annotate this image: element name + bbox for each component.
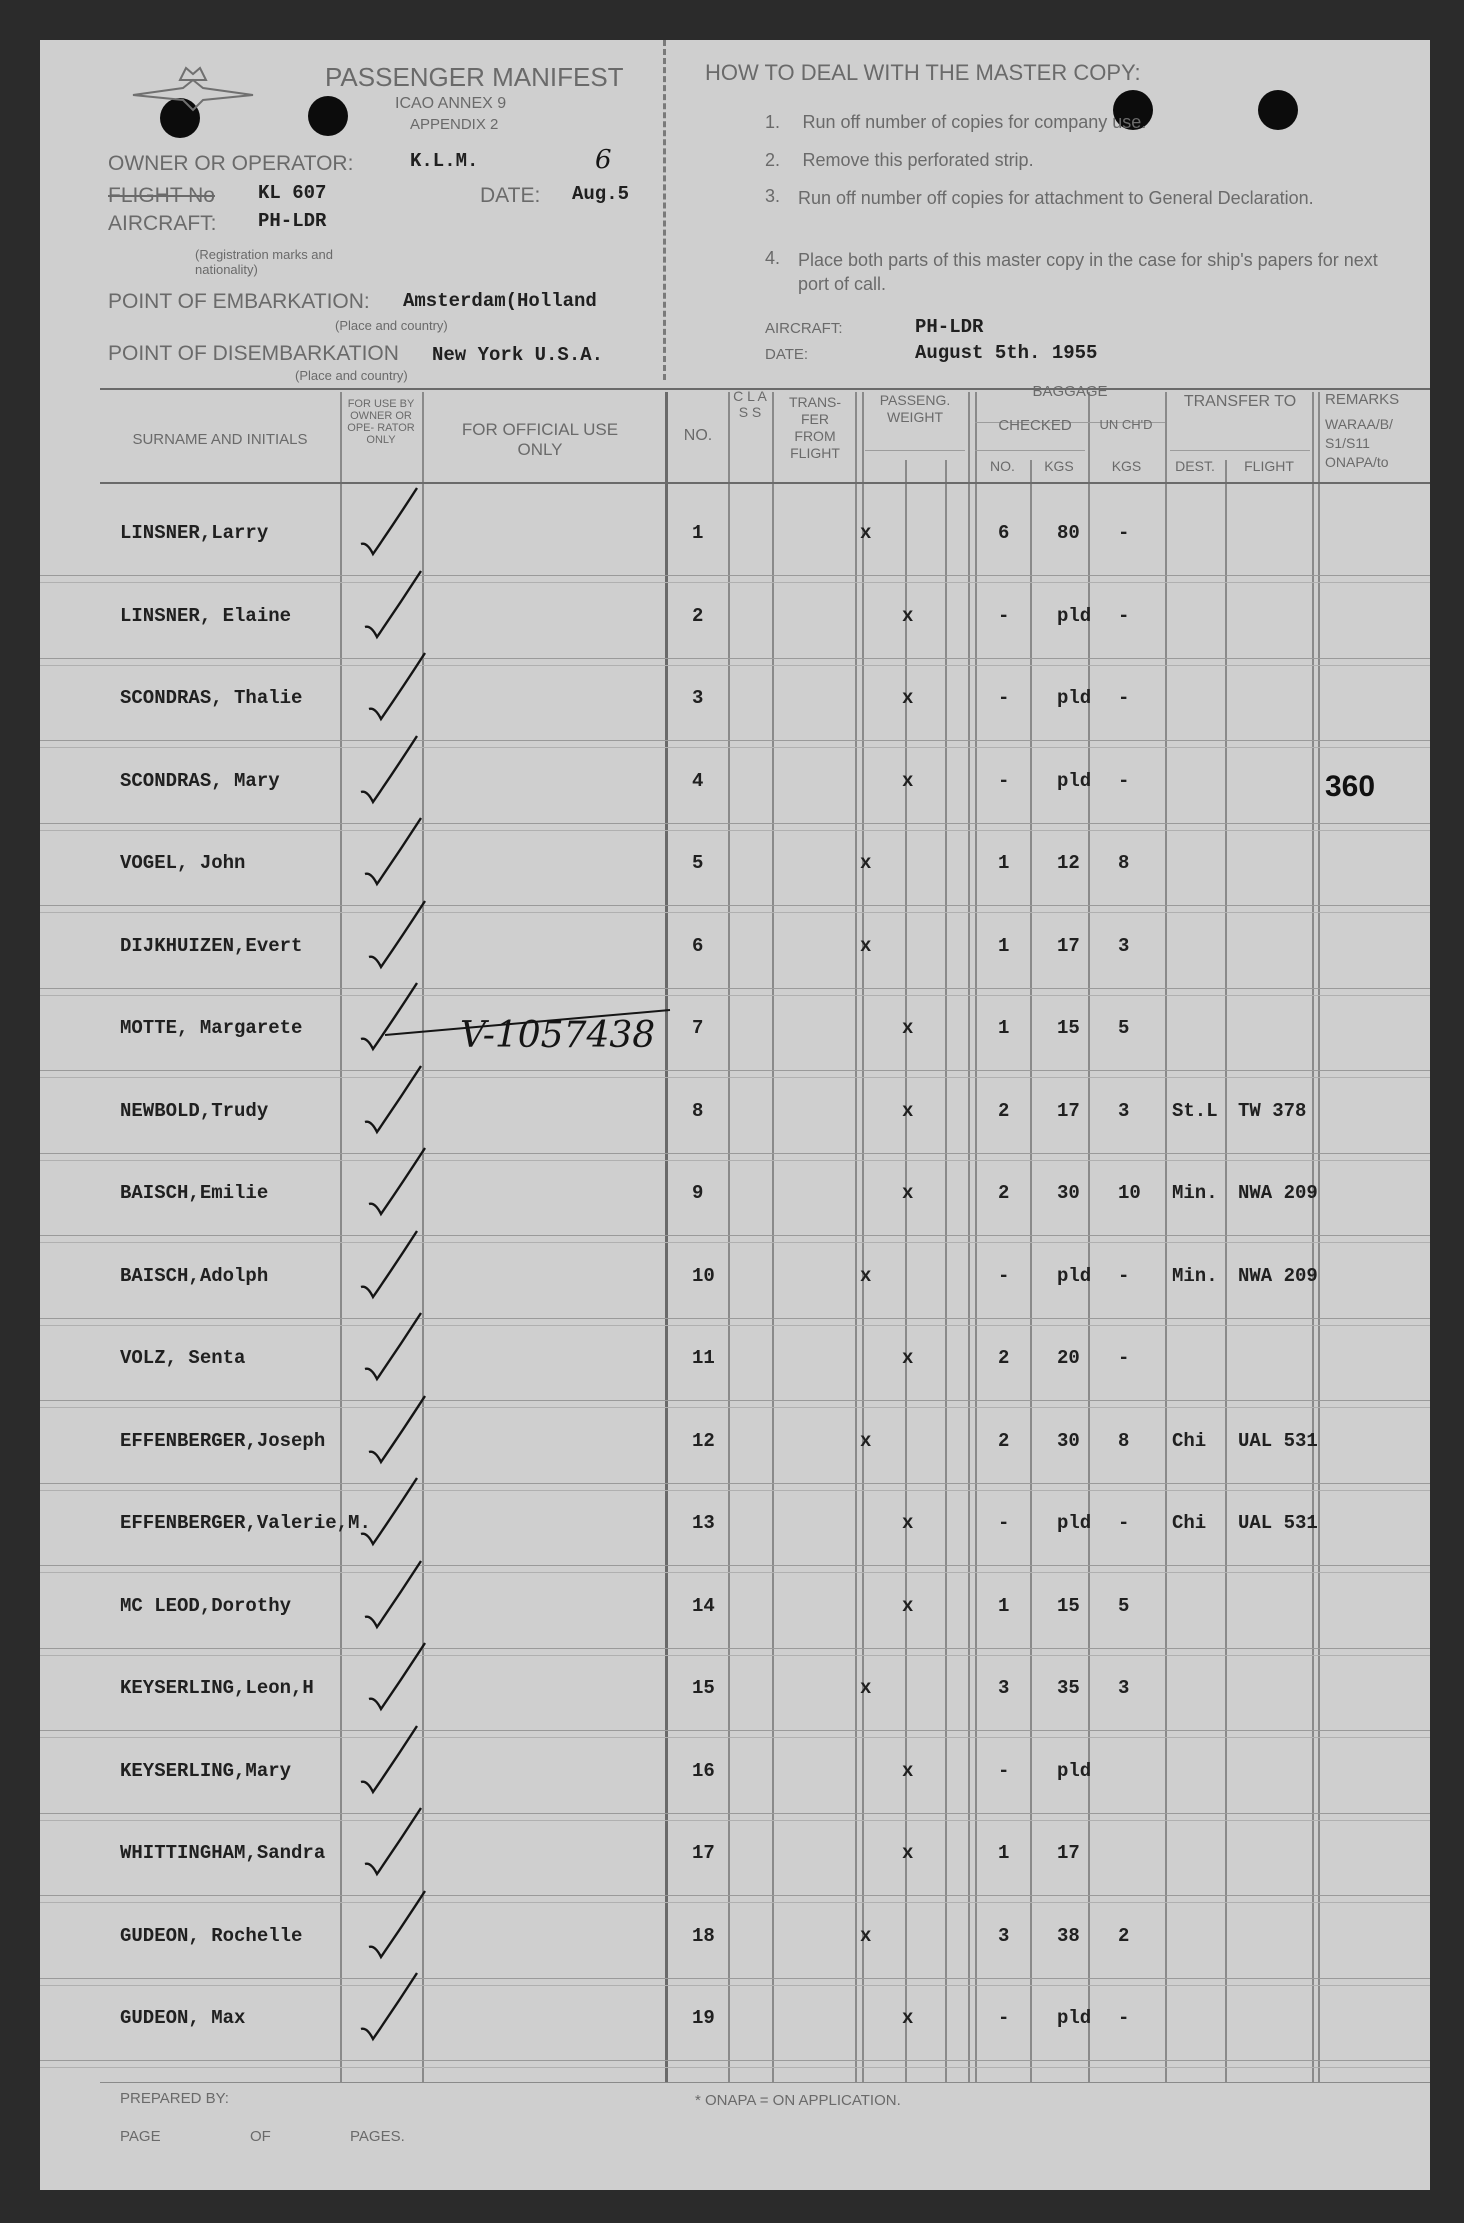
passenger-row: [40, 1400, 1430, 1484]
passenger-row: [40, 492, 1430, 576]
passenger-number: 13: [692, 1512, 715, 1534]
weight-class-mark: x: [860, 522, 872, 544]
weight-class-mark: x: [860, 852, 872, 874]
check-mark: [363, 1390, 433, 1474]
passenger-row: [40, 1482, 1430, 1566]
header-subrule: [975, 450, 1085, 451]
passenger-name: EFFENBERGER,Valerie,M.: [120, 1512, 371, 1534]
unchecked-kgs: 8: [1118, 1429, 1130, 1452]
baggage-kgs: 35: [1057, 1677, 1080, 1699]
instruction-text: Run off number off copies for attachment to General Declaration.: [798, 188, 1314, 208]
check-mark: [355, 1472, 425, 1556]
check-mark: [359, 1555, 429, 1639]
col-header-remarks: REMARKS: [1325, 391, 1400, 408]
baggage-kgs: 15: [1057, 1594, 1080, 1617]
baggage-count: 1: [998, 1017, 1010, 1039]
col-header-kgs-unchecked: KGS: [1111, 458, 1142, 474]
weight-class-mark: x: [902, 1842, 914, 1864]
disembark-note: (Place and country): [295, 368, 408, 383]
passenger-row: [40, 1812, 1430, 1896]
baggage-count: 3: [998, 1924, 1010, 1947]
form-title: PASSENGER MANIFEST: [325, 62, 624, 92]
weight-class-mark: x: [902, 1182, 914, 1204]
page-label: PAGE: [120, 2128, 161, 2145]
passenger-row: [40, 1977, 1430, 2061]
stamp-number: 360: [1325, 770, 1376, 803]
klm-crown-logo: [128, 60, 258, 120]
passenger-number: 4: [692, 769, 704, 792]
unchecked-kgs: 10: [1118, 1182, 1141, 1204]
weight-class-mark: x: [902, 1512, 914, 1534]
passenger-row: [40, 740, 1430, 824]
baggage-count: -: [998, 1512, 1010, 1534]
passenger-number: 19: [692, 2007, 715, 2029]
row-rule: [40, 2060, 1430, 2061]
weight-class-mark: x: [902, 1099, 914, 1122]
passenger-number: 18: [692, 1924, 715, 1947]
passenger-row: [40, 1647, 1430, 1731]
weight-class-mark: x: [860, 934, 872, 957]
owner-label: OWNER OR OPERATOR:: [108, 152, 354, 175]
handwritten-annotation: V-1057438: [460, 1015, 656, 1056]
instruction-text: Remove this perforated strip.: [802, 150, 1034, 170]
passenger-number: 3: [692, 687, 704, 709]
weight-class-mark: x: [902, 604, 914, 627]
passenger-row: [40, 905, 1430, 989]
passenger-number: 6: [692, 934, 704, 957]
baggage-count: 3: [998, 1677, 1010, 1699]
unchecked-kgs: -: [1118, 522, 1130, 544]
unchecked-kgs: -: [1118, 687, 1130, 709]
col-header-no: NO.: [683, 427, 713, 444]
baggage-count: 2: [998, 1099, 1010, 1122]
check-mark: [363, 1885, 433, 1969]
instr-aircraft-value: PH-LDR: [915, 316, 984, 338]
weight-class-mark: x: [902, 1017, 914, 1039]
baggage-kgs: 38: [1057, 1924, 1080, 1947]
baggage-count: -: [998, 769, 1010, 792]
col-header-bag-no: NO.: [990, 458, 1015, 474]
header-subrule: [865, 450, 965, 451]
baggage-kgs: 17: [1057, 1099, 1080, 1122]
baggage-kgs: pld: [1057, 1759, 1092, 1782]
baggage-kgs: 17: [1057, 1842, 1080, 1864]
transfer-destination: Chi: [1172, 1429, 1207, 1452]
passenger-number: 8: [692, 1099, 704, 1122]
baggage-count: -: [998, 687, 1010, 709]
instr-aircraft-label: AIRCRAFT:: [765, 320, 843, 337]
passenger-name: KEYSERLING,Mary: [120, 1759, 292, 1782]
unchecked-kgs: -: [1118, 1512, 1130, 1534]
passenger-number: 11: [692, 1347, 715, 1369]
check-mark: [363, 895, 433, 979]
weight-class-mark: x: [860, 1429, 872, 1452]
passenger-name: GUDEON, Rochelle: [120, 1924, 303, 1947]
manifest-sheet: [40, 40, 1430, 2190]
passenger-name: DIJKHUIZEN,Evert: [120, 934, 303, 957]
header-subrule: [1170, 450, 1310, 451]
baggage-kgs: 17: [1057, 934, 1080, 957]
passenger-row: [40, 822, 1430, 906]
col-header-kgs: KGS: [1044, 458, 1074, 474]
date-value: Aug.5: [572, 183, 630, 205]
col-header-class: C L A S S: [733, 388, 767, 420]
col-header-transfer-from: TRANS- FER FROM FLIGHT: [788, 394, 842, 461]
passenger-row: [40, 1317, 1430, 1401]
passenger-number: 1: [692, 522, 704, 544]
unchecked-kgs: 3: [1118, 1099, 1130, 1122]
baggage-kgs: pld: [1057, 1264, 1092, 1287]
instruction-item-2: [765, 150, 1034, 171]
punch-hole: [308, 96, 348, 136]
col-header-remarks-sub: WARAA/B/ S1/S11 ONAPA/to: [1325, 416, 1393, 470]
transfer-flight: UAL 531: [1238, 1512, 1318, 1534]
instruction-text: Run off number of copies for company use.: [802, 112, 1147, 132]
unchecked-kgs: 2: [1118, 1924, 1130, 1947]
baggage-kgs: 20: [1057, 1347, 1080, 1369]
baggage-count: 6: [998, 522, 1010, 544]
baggage-kgs: pld: [1057, 769, 1092, 792]
instruction-text: Place both parts of this master copy in the case for ship's papers for next port of call.: [798, 250, 1378, 294]
unchecked-kgs: 5: [1118, 1017, 1130, 1039]
baggage-kgs: 30: [1057, 1182, 1080, 1204]
weight-class-mark: x: [902, 2007, 914, 2029]
transfer-flight: TW 378: [1238, 1099, 1307, 1122]
pages-label: PAGES.: [350, 2128, 405, 2145]
passenger-name: SCONDRAS, Mary: [120, 769, 280, 792]
passenger-name: NEWBOLD,Trudy: [120, 1099, 269, 1122]
passenger-name: MC LEOD,Dorothy: [120, 1594, 292, 1617]
unchecked-kgs: -: [1118, 604, 1130, 627]
check-mark: [359, 1802, 429, 1886]
col-header-checked: CHECKED: [998, 417, 1072, 434]
passenger-row: [40, 575, 1430, 659]
weight-class-mark: x: [902, 769, 914, 792]
check-mark: [363, 1142, 433, 1226]
baggage-kgs: pld: [1057, 2007, 1092, 2029]
unchecked-kgs: 5: [1118, 1594, 1130, 1617]
passenger-name: SCONDRAS, Thalie: [120, 687, 303, 709]
weight-class-mark: x: [902, 1594, 914, 1617]
form-appendix: APPENDIX 2: [410, 116, 499, 133]
unchecked-kgs: -: [1118, 769, 1130, 792]
baggage-kgs: 15: [1057, 1017, 1080, 1039]
col-header-dest: DEST.: [1175, 458, 1215, 474]
check-mark: [355, 730, 425, 814]
instruction-item-3: [765, 186, 1378, 210]
disembark-value: New York U.S.A.: [432, 344, 604, 366]
flight-label: FLIGHT No: [108, 184, 215, 207]
weight-class-mark: x: [902, 687, 914, 709]
baggage-count: -: [998, 604, 1010, 627]
transfer-flight: NWA 209: [1238, 1182, 1318, 1204]
check-mark: [359, 1307, 429, 1391]
check-mark: [363, 1637, 433, 1721]
passenger-name: BAISCH,Emilie: [120, 1182, 269, 1204]
instruction-item-1: [765, 112, 1430, 133]
passenger-row: [40, 1152, 1430, 1236]
passenger-number: 7: [692, 1017, 704, 1039]
passenger-number: 5: [692, 852, 704, 874]
transfer-destination: Chi: [1172, 1512, 1207, 1534]
date-label: DATE:: [480, 184, 541, 207]
of-label: OF: [250, 2128, 271, 2145]
header-bottom-rule: [100, 482, 1430, 484]
instructions-title: HOW TO DEAL WITH THE MASTER COPY:: [705, 60, 1141, 85]
flight-value: KL 607: [258, 182, 327, 204]
form-annex: ICAO ANNEX 9: [395, 95, 507, 112]
baggage-count: 2: [998, 1429, 1010, 1452]
passenger-number: 10: [692, 1264, 715, 1287]
embark-value: Amsterdam(Holland: [403, 290, 597, 312]
instruction-num: 3.: [765, 186, 781, 206]
passenger-row: [40, 657, 1430, 741]
check-mark: [355, 1720, 425, 1804]
passenger-name: EFFENBERGER,Joseph: [120, 1429, 326, 1452]
baggage-kgs: 30: [1057, 1429, 1080, 1452]
transfer-flight: NWA 209: [1238, 1264, 1318, 1287]
weight-class-mark: x: [860, 1677, 872, 1699]
passenger-name: GUDEON, Max: [120, 2007, 246, 2029]
baggage-kgs: pld: [1057, 604, 1092, 627]
unchecked-kgs: -: [1118, 2007, 1130, 2029]
transfer-destination: Min.: [1172, 1264, 1218, 1287]
check-mark: [359, 812, 429, 896]
check-mark: [363, 647, 433, 731]
passenger-number: 15: [692, 1677, 715, 1699]
footer-rule: [100, 2082, 1430, 2083]
baggage-count: -: [998, 1264, 1010, 1287]
baggage-count: 2: [998, 1182, 1010, 1204]
passenger-number: 17: [692, 1842, 715, 1864]
instr-date-label: DATE:: [765, 346, 809, 363]
passenger-name: LINSNER, Elaine: [120, 604, 292, 627]
weight-class-mark: x: [902, 1759, 914, 1782]
instruction-num: 1.: [765, 112, 781, 132]
unchecked-kgs: 3: [1118, 934, 1130, 957]
passenger-row: [40, 1235, 1430, 1319]
col-header-transfer-to: TRANSFER TO: [1183, 393, 1297, 410]
col-header-unchecked: UN CH'D: [1099, 417, 1153, 432]
baggage-count: -: [998, 2007, 1010, 2029]
instruction-num: 2.: [765, 150, 781, 170]
date-mark: 6: [595, 145, 612, 175]
baggage-count: -: [998, 1759, 1010, 1782]
check-mark: [359, 1060, 429, 1144]
weight-class-mark: x: [860, 1924, 872, 1947]
passenger-row: [40, 987, 1430, 1071]
passenger-number: 2: [692, 604, 704, 627]
passenger-name: VOGEL, John: [120, 852, 246, 874]
baggage-count: 1: [998, 1842, 1010, 1864]
col-header-baggage: BAGGAGE: [1032, 383, 1108, 400]
passenger-row: [40, 1895, 1430, 1979]
baggage-kgs: 12: [1057, 852, 1080, 874]
transfer-destination: St.L: [1172, 1099, 1218, 1122]
baggage-count: 1: [998, 934, 1010, 957]
baggage-kgs: pld: [1057, 687, 1092, 709]
embark-label: POINT OF EMBARKATION:: [108, 290, 370, 313]
check-mark: [355, 1967, 425, 2051]
baggage-count: 1: [998, 852, 1010, 874]
baggage-count: 1: [998, 1594, 1010, 1617]
transfer-flight: UAL 531: [1238, 1429, 1318, 1452]
weight-class-mark: x: [860, 1264, 872, 1287]
passenger-name: BAISCH,Adolph: [120, 1264, 269, 1287]
baggage-kgs: 80: [1057, 522, 1080, 544]
unchecked-kgs: -: [1118, 1264, 1130, 1287]
passenger-name: WHITTINGHAM,Sandra: [120, 1842, 326, 1864]
check-mark: [355, 1225, 425, 1309]
prepared-by-label: PREPARED BY:: [120, 2090, 229, 2107]
instruction-num: 4.: [765, 248, 781, 268]
unchecked-kgs: 8: [1118, 852, 1130, 874]
col-header-for-use: FOR USE BY OWNER OR OPE- RATOR ONLY: [347, 398, 415, 446]
passenger-row: [40, 1565, 1430, 1649]
passenger-name: LINSNER,Larry: [120, 522, 269, 544]
passenger-number: 9: [692, 1182, 704, 1204]
registration-note: (Registration marks and nationality): [195, 247, 333, 277]
embark-note: (Place and country): [335, 318, 448, 333]
owner-value: K.L.M.: [410, 150, 479, 172]
check-mark: [359, 565, 429, 649]
col-header-flight: FLIGHT: [1244, 458, 1294, 474]
passenger-number: 14: [692, 1594, 715, 1617]
col-header-surname: SURNAME AND INITIALS: [132, 431, 308, 448]
weight-class-mark: x: [902, 1347, 914, 1369]
transfer-destination: Min.: [1172, 1182, 1218, 1204]
unchecked-kgs: 3: [1118, 1677, 1130, 1699]
aircraft-value: PH-LDR: [258, 210, 327, 232]
passenger-name: MOTTE, Margarete: [120, 1017, 303, 1039]
passenger-number: 12: [692, 1429, 715, 1452]
passenger-name: VOLZ, Senta: [120, 1347, 246, 1369]
unchecked-kgs: -: [1118, 1347, 1130, 1369]
row-rule: [40, 2067, 1430, 2068]
col-header-official: FOR OFFICIAL USE ONLY: [461, 420, 619, 459]
passenger-row: [40, 1070, 1430, 1154]
passenger-number: 16: [692, 1759, 715, 1782]
passenger-name: KEYSERLING,Leon,H: [120, 1677, 314, 1699]
onapa-note: * ONAPA = ON APPLICATION.: [695, 2092, 901, 2109]
perforated-strip: [663, 40, 666, 380]
disembark-label: POINT OF DISEMBARKATION: [108, 342, 399, 365]
instr-date-value: August 5th. 1955: [915, 342, 1098, 364]
passenger-row: [40, 1730, 1430, 1814]
check-mark: [355, 482, 425, 566]
instruction-item-4: [765, 248, 1398, 296]
baggage-count: 2: [998, 1347, 1010, 1369]
aircraft-label: AIRCRAFT:: [108, 212, 217, 235]
baggage-kgs: pld: [1057, 1512, 1092, 1534]
col-header-passeng-weight: PASSENG. WEIGHT: [879, 392, 951, 425]
check-mark: [355, 977, 425, 1061]
